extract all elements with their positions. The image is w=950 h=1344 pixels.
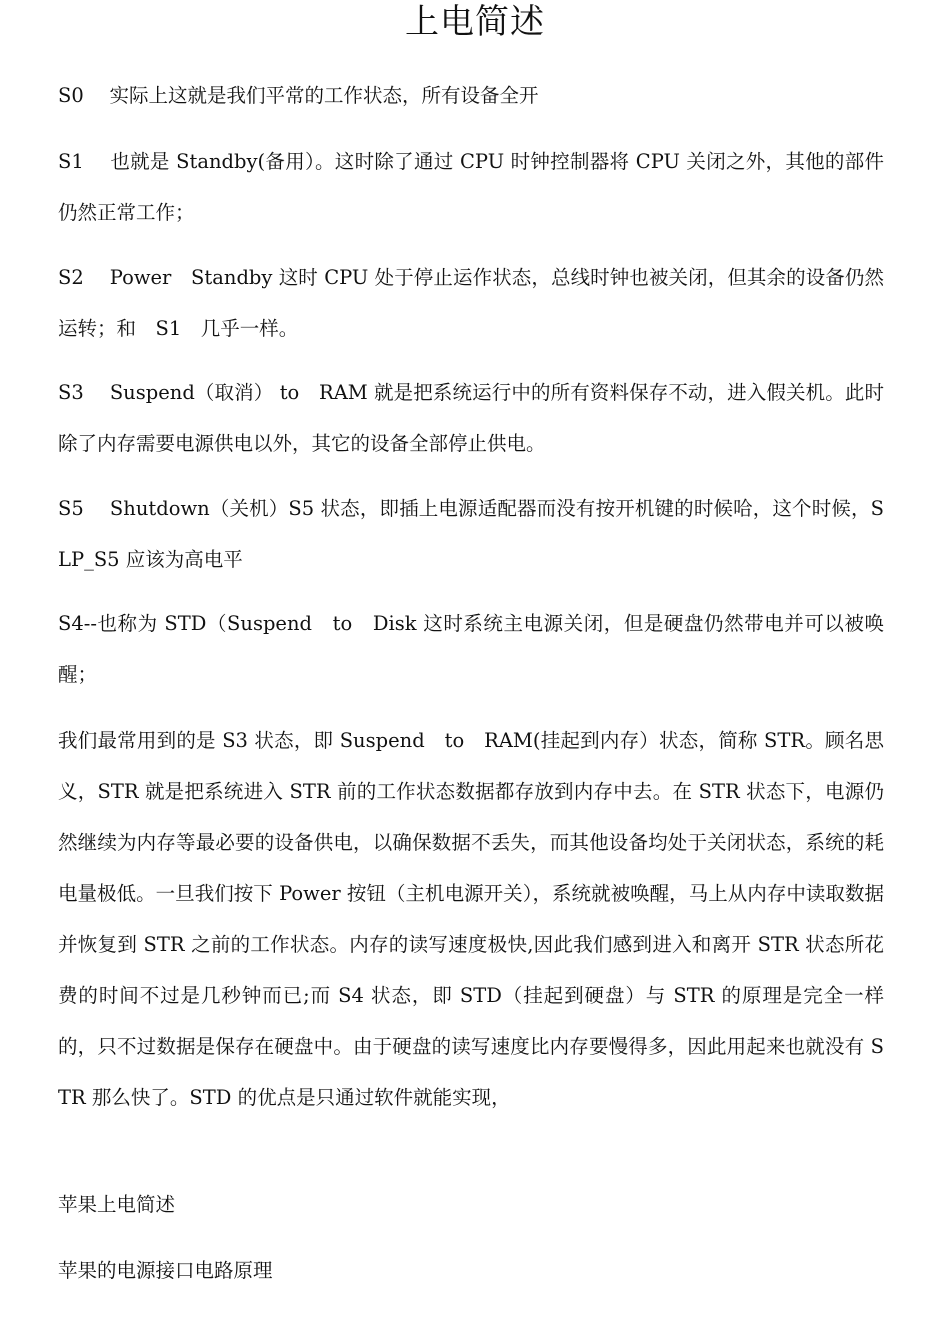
paragraph-s1: S1 也就是 Standby(备用）。这时除了通过 CPU 时钟控制器将 CPU 关闭之外，其他的部件仍然正常工作； <box>58 150 884 224</box>
heading-apple-power-interface: 苹果的电源接口电路原理 <box>58 1259 273 1282</box>
paragraph-s5: S5 Shutdown（关机）S5 状态，即插上电源适配器而没有按开机键的时候哈，这个时候，SLP_S5 应该为高电平 <box>58 497 884 571</box>
paragraph-s4: S4--也称为 STD（Suspend to Disk 这时系统主电源关闭，但是硬盘仍然带电并可以被唤醒； <box>58 612 884 686</box>
paragraph-str: 我们最常用到的是 S3 状态，即 Suspend to RAM(挂起到内存）状态，简称 STR。顾名思义，STR 就是把系统进入 STR 前的工作状态数据都存放到内存中去。在 STR 状态下，电源仍然继续为内存等最必要的设备供电，以确保数据不丢失，而其他设备均处于关闭状态，系统的耗电量极低。一旦我们按下 Power 按钮（主机电源开关），系统就被唤醒，马上从内存中读取数据并恢复到 STR 之前的工作状态。内存的读写速度极快,因此我们感到进入和离开 STR 状态所花费的时间不过是几秒钟而已;而 S4 状态，即 STD（挂起到硬盘）与 STR 的原理是完全一样的，只不过数据是保存在硬盘中。由于硬盘的读写速度比内存要慢得多，因此用起来也就没有 STR 那么快了。STD 的优点是只通过软件就能实现， <box>58 729 884 1109</box>
paragraph-s2: S2 Power Standby 这时 CPU 处于停止运作状态，总线时钟也被关闭，但其余的设备仍然运转；和 S1 几乎一样。 <box>58 266 884 340</box>
heading-apple-power-overview: 苹果上电简述 <box>58 1193 176 1216</box>
page-title: 上电简述 <box>405 2 545 42</box>
paragraph-s0: S0 实际上这就是我们平常的工作状态，所有设备全开 <box>58 84 539 107</box>
paragraph-s3: S3 Suspend（取消） to RAM 就是把系统运行中的所有资料保存不动，进入假关机。此时除了内存需要电源供电以外，其它的设备全部停止供电。 <box>58 381 884 455</box>
